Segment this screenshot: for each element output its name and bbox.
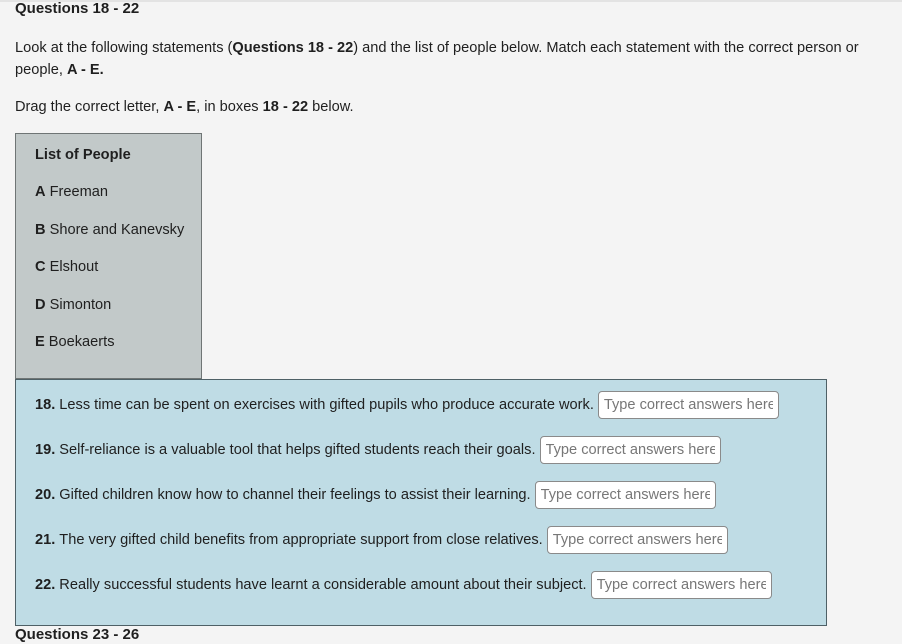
people-list-title: List of People — [35, 147, 131, 163]
person-item-d[interactable]: D Simonton — [35, 297, 112, 313]
question-22 — [35, 571, 772, 599]
person-item-a[interactable]: A Freeman — [35, 184, 108, 200]
people-list-box — [15, 133, 202, 379]
instructions-text: Look at the following statements (Questions 18 - 22) and the list of people below. Match each statement with the correct person or people, A - E. — [15, 40, 859, 78]
answer-input-21[interactable] — [547, 526, 728, 554]
question-number: 20. — [35, 487, 56, 503]
section-heading: Questions 18 - 22 — [15, 0, 140, 17]
question-number: 21. — [35, 532, 56, 548]
questions-box — [15, 379, 827, 626]
question-text: Gifted children know how to channel their feelings to assist their learning. — [59, 487, 531, 503]
question-number: 19. — [35, 442, 56, 458]
question-19 — [35, 436, 721, 464]
question-number: 22. — [35, 577, 56, 593]
answer-input-22[interactable] — [591, 571, 772, 599]
question-20 — [35, 481, 716, 509]
answer-input-20[interactable] — [535, 481, 716, 509]
question-text: Self-reliance is a valuable tool that helps gifted students reach their goals. — [59, 442, 536, 458]
question-number: 18. — [35, 397, 56, 413]
question-21 — [35, 526, 728, 554]
person-item-c[interactable]: C Elshout — [35, 259, 99, 275]
next-section-heading: Questions 23 - 26 — [15, 626, 140, 643]
question-text: The very gifted child benefits from appropriate support from close relatives. — [59, 532, 543, 548]
answer-input-19[interactable] — [540, 436, 721, 464]
question-text: Less time can be spent on exercises with gifted pupils who produce accurate work. — [59, 397, 594, 413]
answer-input-18[interactable] — [598, 391, 779, 419]
person-item-e[interactable]: E Boekaerts — [35, 334, 115, 350]
question-text: Really successful students have learnt a considerable amount about their subject. — [59, 577, 587, 593]
question-18 — [35, 391, 779, 419]
person-item-b[interactable]: B Shore and Kanevsky — [35, 222, 185, 238]
drag-instructions: Drag the correct letter, A - E, in boxes 18 - 22 below. — [15, 99, 354, 115]
